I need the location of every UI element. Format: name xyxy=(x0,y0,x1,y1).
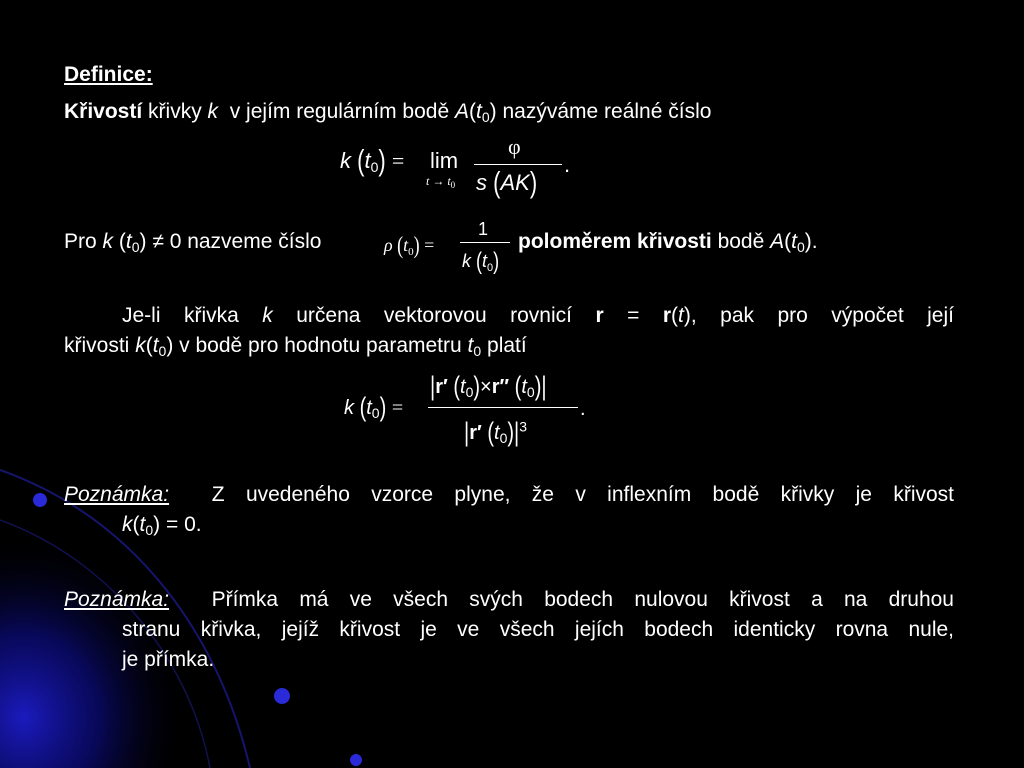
symbol-AK: AK xyxy=(500,170,530,195)
subscript: 0 xyxy=(145,522,154,538)
formula-curvature-vector: k $(t_0)$ = |r′ $(t_0)\times r''$ $(t_0)|$ |r′ $(t_0)|^3$ . xyxy=(344,372,586,448)
definition-text: křivky xyxy=(148,100,202,123)
paragraph-text: křivosti xyxy=(64,334,130,357)
symbol-t: t xyxy=(403,235,409,255)
symbol-t: t xyxy=(467,334,474,357)
period: . xyxy=(580,398,586,420)
definition-term: Křivostí xyxy=(64,100,143,123)
subscript: 0 xyxy=(371,405,380,421)
subscript: 0 xyxy=(499,430,508,446)
note-1-line-2: $k(t_0) = 0$. xyxy=(122,513,202,538)
heading-text: Definice: xyxy=(64,63,153,86)
symbol-r: r xyxy=(662,304,672,327)
note-2-line-3 xyxy=(122,647,214,673)
symbol-k: k xyxy=(135,334,146,357)
subscript: 0 xyxy=(797,239,805,255)
symbol-A: A xyxy=(770,230,785,253)
radius-text: ≠ 0 nazveme číslo xyxy=(152,230,322,253)
symbol-t: t xyxy=(139,513,146,536)
symbol-rho: ρ xyxy=(384,235,393,255)
denominator: |r′ $(t_0)|^3$ xyxy=(464,418,528,448)
radius-text: bodě xyxy=(717,230,765,253)
paragraph-text: Je-li křivka xyxy=(122,304,239,327)
radius-text: Pro xyxy=(64,230,97,253)
note-text: Z uvedeného vzorce plyne, že v inflexním bodě křivky je křivost xyxy=(211,483,954,506)
definition-line: Křivostí křivky k v jejím regulárním bodě $A(t_0)$ nazýváme reálné číslo xyxy=(64,100,712,125)
definition-text: nazýváme reálné číslo xyxy=(502,100,712,123)
numerator-phi: φ xyxy=(508,134,521,159)
paragraph-text: v bodě pro hodnotu parametru xyxy=(179,334,462,357)
symbol-t: t xyxy=(482,251,488,271)
definition-text: v jejím regulárním bodě xyxy=(229,100,450,123)
formula-radius: ρ $(t_0)$ = 1 k $(t_0)$ xyxy=(384,216,524,276)
note-text: Přímka má ve všech svých bodech nulovou křivost a na druhou xyxy=(211,588,954,611)
numerator: |r′ $(t_0)\times r''$ $(t_0)|$ xyxy=(430,372,547,402)
subscript: 0 xyxy=(481,109,490,125)
subscript: 0 xyxy=(450,180,456,190)
cross-product: × xyxy=(480,376,492,398)
symbol-t: t xyxy=(791,230,797,253)
fraction-bar xyxy=(428,407,578,408)
lim-subscript-text: t → t xyxy=(426,174,451,188)
radius-line: Pro k $(t_0) \ne 0$ nazveme číslo xyxy=(64,230,322,255)
note-2 xyxy=(64,587,954,613)
symbol-k: k xyxy=(340,148,351,173)
symbol-t: t xyxy=(364,148,371,173)
fraction-bar xyxy=(460,242,510,243)
symbol-r-prime: r′ xyxy=(469,422,482,444)
note-2-line-2 xyxy=(122,617,954,643)
symbol-t: t xyxy=(460,376,466,398)
note-text: stranu křivka, jejíž křivost je ve všech jejích bodech identicky rovna nule, xyxy=(122,618,954,641)
equals-sign: = xyxy=(627,304,640,327)
paragraph-line-1: Je-li křivka k určena vektorovou rovnicí r = r(t), pak pro výpočet její xyxy=(122,304,954,327)
lim-subscript xyxy=(426,174,455,188)
paragraph-line-2: křivosti $k(t_0)$ v bodě pro hodnotu parametru $t_0$ platí xyxy=(64,334,527,359)
radius-term: poloměrem křivosti xyxy=(518,230,712,253)
symbol-k: k xyxy=(122,513,133,536)
symbol-k: k xyxy=(207,100,219,123)
symbol-r: r xyxy=(595,304,604,327)
symbol-r-prime: r′ xyxy=(435,376,448,398)
period: . xyxy=(811,230,818,253)
numerator-one: 1 xyxy=(478,219,489,239)
symbol-k: k xyxy=(102,230,114,253)
symbol-t: t xyxy=(152,334,159,357)
symbol-s: s xyxy=(476,170,487,195)
symbol-t: t xyxy=(125,230,132,253)
slide-heading xyxy=(64,62,153,88)
exponent: 3 xyxy=(519,418,528,435)
symbol-A: A xyxy=(455,100,470,123)
subscript: 0 xyxy=(526,384,535,400)
lim-operator: lim xyxy=(430,148,459,173)
paragraph-text: určena vektorovou rovnicí xyxy=(296,304,572,327)
note-text: je přímka. xyxy=(122,648,215,671)
paragraph-text: platí xyxy=(487,334,527,357)
fraction-bar xyxy=(474,164,562,165)
note-1 xyxy=(64,482,954,508)
subscript: 0 xyxy=(487,262,494,274)
subscript: 0 xyxy=(473,343,482,359)
symbol-r-double-prime: r″ xyxy=(491,376,510,398)
note-label: Poznámka: xyxy=(64,588,170,611)
note-label: Poznámka: xyxy=(64,483,170,506)
radius-line-end: poloměrem křivosti bodě $A(t_0)$. xyxy=(518,230,818,255)
paragraph-text: , pak pro výpočet její xyxy=(690,304,954,327)
equals-sign: = xyxy=(391,397,404,419)
symbol-t: t xyxy=(678,304,684,327)
symbol-k: k xyxy=(462,251,471,271)
symbol-t: t xyxy=(476,100,482,123)
subscript: 0 xyxy=(158,343,167,359)
subscript: 0 xyxy=(465,384,474,400)
symbol-k: k xyxy=(344,397,354,419)
equals-sign: = xyxy=(391,148,405,173)
formula-curvature-limit: k $(t_0)$ = lim $t \to t_0$ φ s (AK) . xyxy=(340,134,571,200)
symbol-t: t xyxy=(521,376,527,398)
denominator: s (AK) xyxy=(476,165,538,200)
subscript: 0 xyxy=(131,239,140,255)
symbol-t: t xyxy=(494,422,500,444)
subscript: 0 xyxy=(408,246,414,258)
equals-sign: = xyxy=(424,235,435,255)
period: . xyxy=(564,152,571,177)
note-text: ) = 0. xyxy=(153,513,202,536)
symbol-t: t xyxy=(366,397,372,419)
subscript: 0 xyxy=(370,159,379,175)
symbol-k: k xyxy=(262,304,273,327)
